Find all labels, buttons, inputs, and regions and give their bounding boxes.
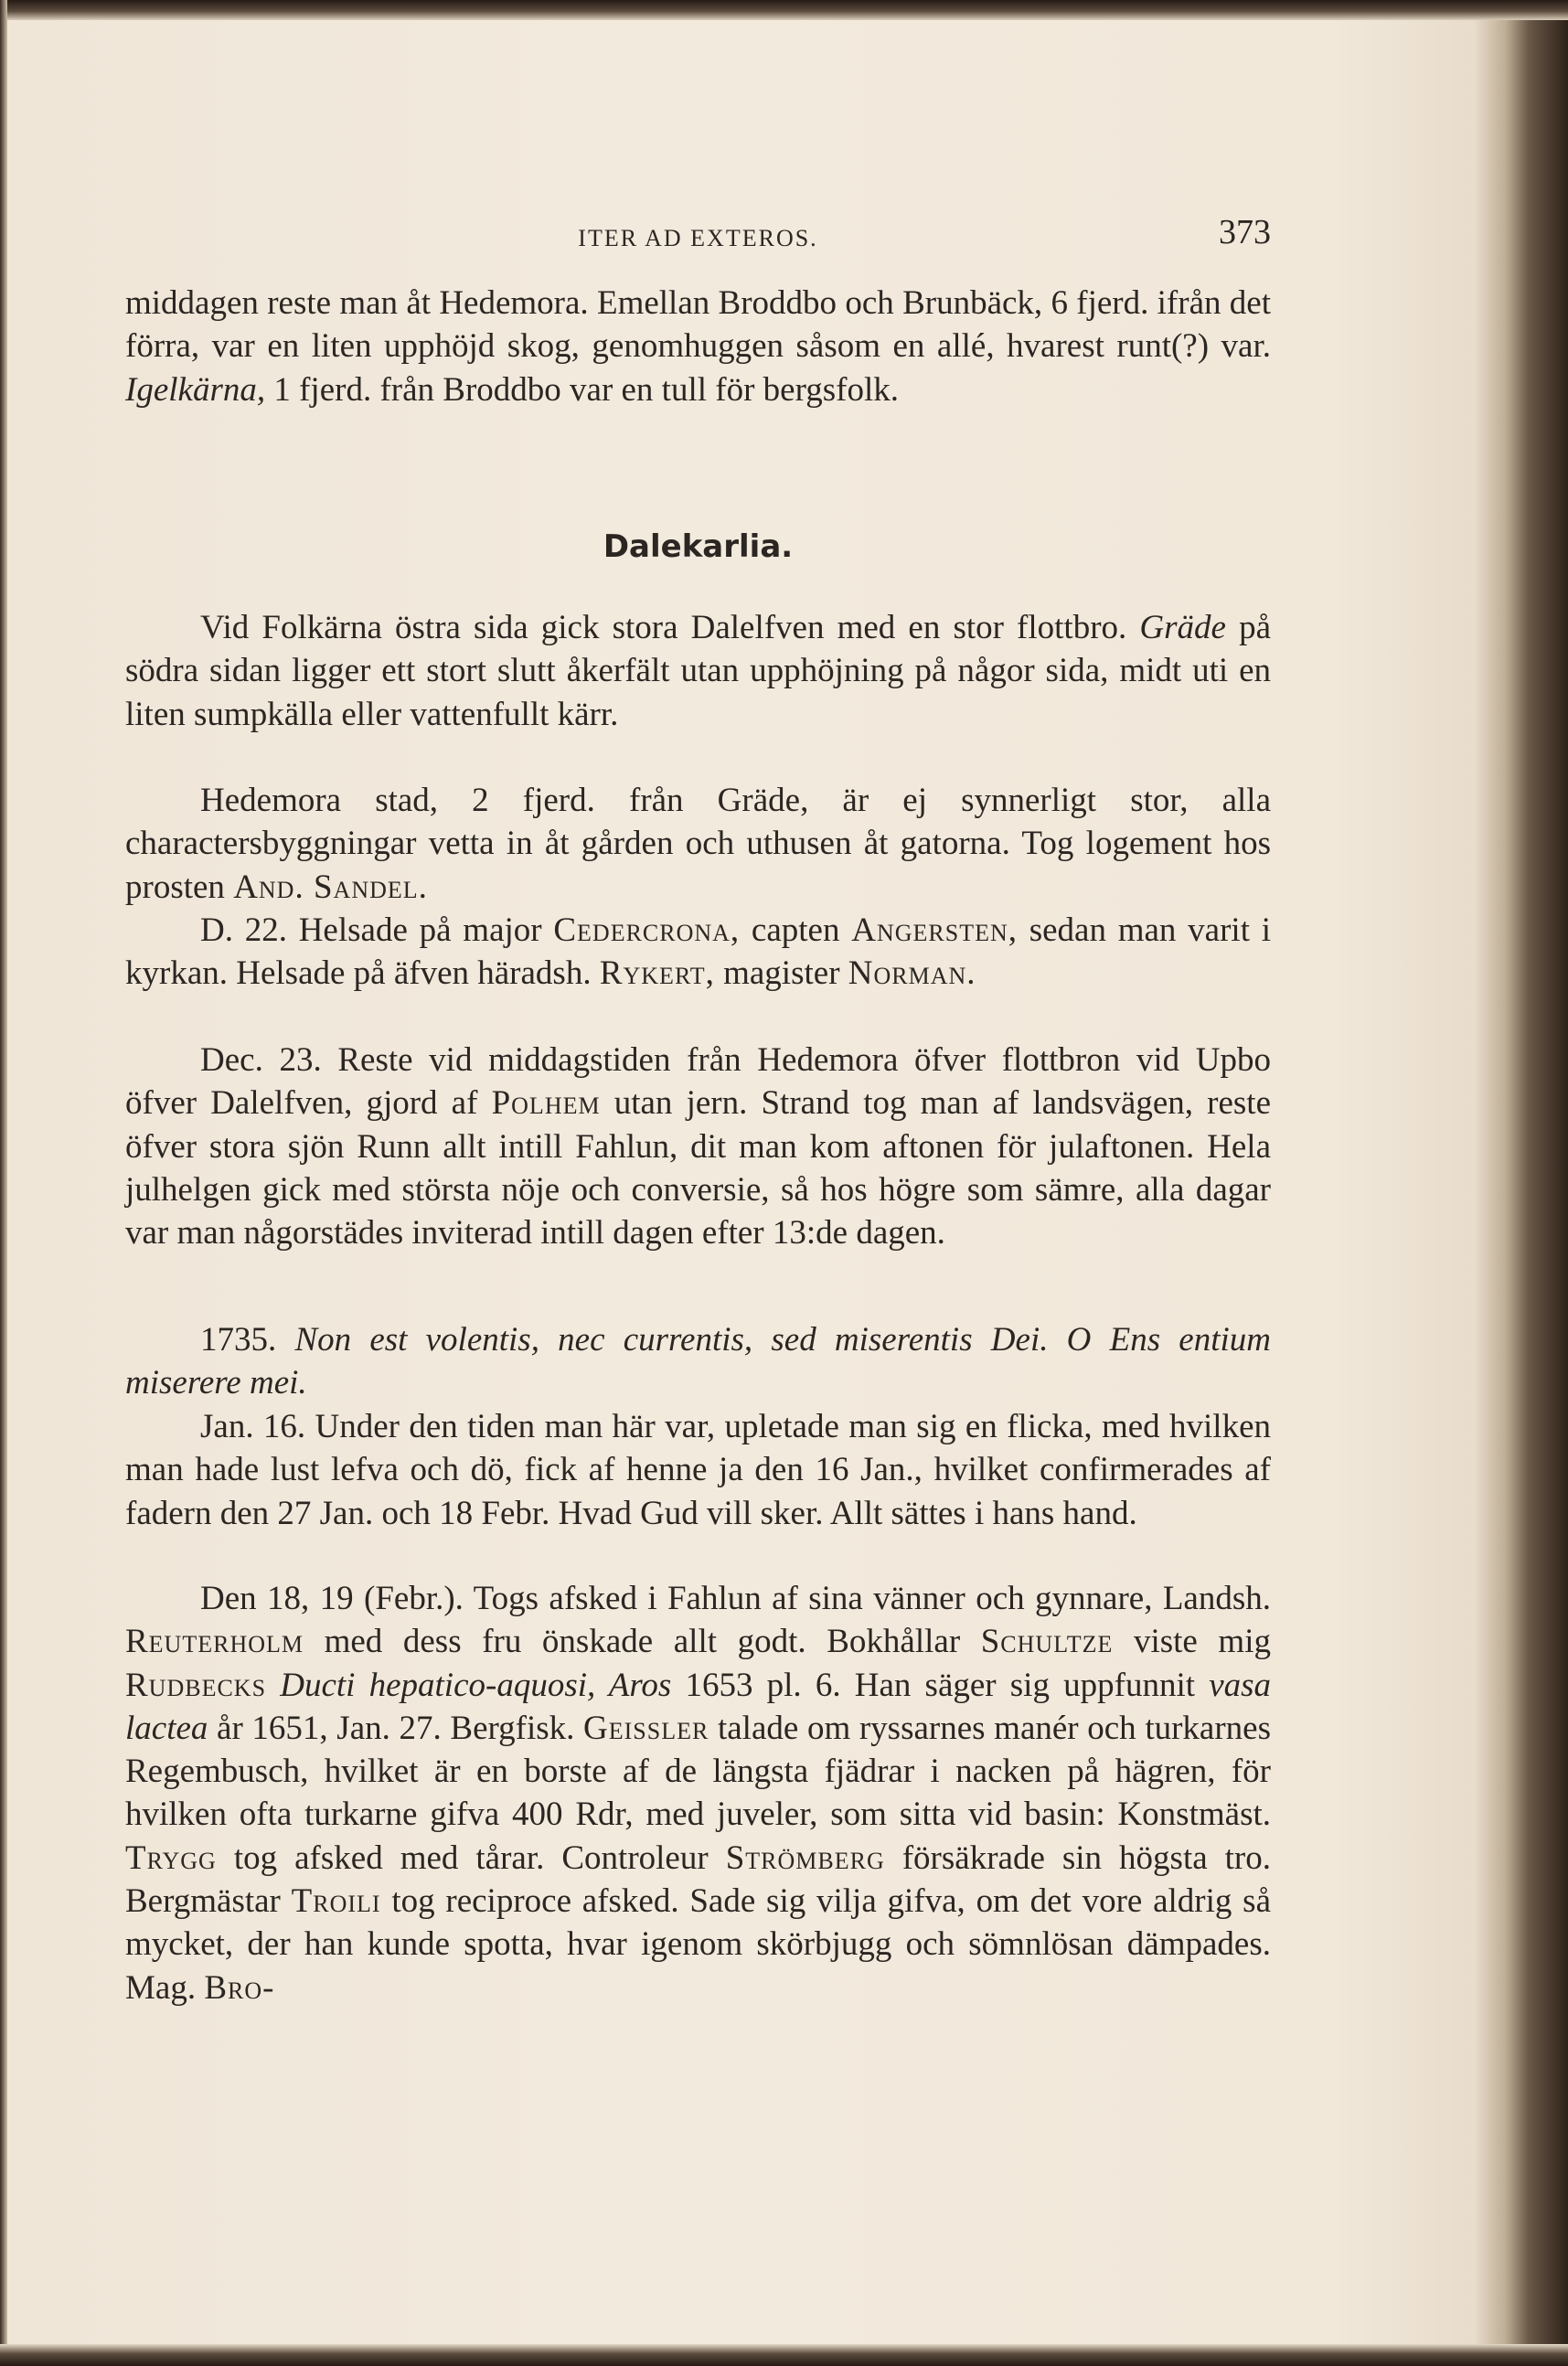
para8-text-10: tog reciproce afsked. Sade sig vilja gifva, om det vore aldrig så mycket, der han kunde spotta, hvar igenom skörbjugg och sömnlösan dämpades. Mag. bbox=[125, 1882, 1271, 2007]
para4-text-3: sedan man varit i kyrkan. Helsade på äfven häradsh. bbox=[125, 911, 1272, 993]
para1-text-end: 1 fjerd. från Broddbo var en tull för bergsfolk. bbox=[265, 370, 899, 409]
para6-latin: Non est volentis, nec currentis, sed miserentis Dei. O Ens entium miserere mei. bbox=[125, 1321, 1271, 1402]
page-number: 373 bbox=[1219, 213, 1271, 251]
para8-name-1: Reuterholm bbox=[125, 1623, 304, 1661]
para8-text-8: tog afsked med tårar. Controleur bbox=[216, 1838, 726, 1877]
para8-text-1: Den 18, 19 (Febr.). Togs afsked i Fahlun af sina vänner och gynnare, Landsh. bbox=[200, 1580, 1271, 1617]
page-left-edge bbox=[0, 0, 7, 2366]
paragraph-8 bbox=[125, 1577, 1271, 2009]
paragraph-1 bbox=[125, 282, 1271, 411]
para2-italic-place: Gräde bbox=[1139, 609, 1226, 646]
section-heading: Dalekarlia. bbox=[603, 528, 794, 565]
para8-text-9: försäkrade sin högsta tro. Bergmästar bbox=[125, 1838, 1272, 1921]
page-top-edge bbox=[0, 0, 1568, 20]
para8-name-2: Schultze bbox=[980, 1623, 1114, 1661]
page-bottom-edge bbox=[0, 2344, 1568, 2366]
para8-text-7: talade om ryssarnes manér och turkarnes Regembusch, hvilket är en borste af de längsta fjädrar i nacken på hägren, för hvilken ofta turkarne gifva 400 Rdr, med juveler, som sitta vid basin: Konstmäst. bbox=[125, 1709, 1271, 1834]
para8-name-5: Trygg bbox=[125, 1838, 217, 1877]
para8-italic-1: Ducti hepatico-aquosi, Aros bbox=[280, 1666, 672, 1704]
para3-name: And. Sandel. bbox=[233, 868, 428, 906]
para8-text-3: viste mig bbox=[1113, 1623, 1271, 1661]
para5-text-1: Dec. 23. Reste vid middagstiden från Hedemora öfver flottbron vid Upbo öfver Dalelfven, gjord af bbox=[125, 1041, 1271, 1123]
paragraph-7 bbox=[125, 1405, 1271, 1535]
running-head bbox=[125, 213, 1271, 267]
paragraph-3 bbox=[125, 779, 1271, 909]
para4-name-1: Cedercrona, bbox=[553, 911, 741, 949]
paragraph-2 bbox=[125, 606, 1271, 736]
para8-text-6: år 1651, Jan. 27. Bergfisk. bbox=[208, 1709, 584, 1747]
para5-text-2: utan jern. Strand tog man af landsvägen, reste öfver stora sjön Runn allt intill Fahlun, dit man kom aftonen för julaftonen. Hela julhelgen gick med största nöje och conversie, så hos högre som sämre, alla dagar var man någorstädes inviterad intill dagen efter 13:de dagen. bbox=[125, 1084, 1272, 1252]
para1-italic-place: Igelkärna, bbox=[125, 370, 266, 409]
para4-name-2: Angersten, bbox=[851, 911, 1018, 949]
para8-name-8: Bro- bbox=[204, 1968, 275, 2007]
para7-text: Jan. 16. Under den tiden man här var, upletade man sig en flicka, med hvilken man hade lust lefva och dö, fick af henne ja den 16 Jan., hvilket confirmerades af fadern den 27 Jan. och 18 Febr. Hvad Gud vill sker. Allt sättes i hans hand. bbox=[125, 1408, 1271, 1532]
para4-text-1: D. 22. Helsade på major bbox=[200, 911, 554, 949]
para5-name-1: Polhem bbox=[491, 1084, 601, 1123]
para8-name-3: Rudbecks bbox=[125, 1666, 267, 1704]
para4-text-2: capten bbox=[740, 911, 852, 949]
para4-name-3: Rykert, bbox=[599, 954, 715, 993]
para4-name-4: Norman. bbox=[848, 954, 976, 993]
para8-text-5: 1653 pl. 6. Han säger sig uppfunnit bbox=[671, 1666, 1210, 1704]
para8-name-4: Geissler bbox=[583, 1709, 709, 1747]
para1-text: middagen reste man åt Hedemora. Emellan Broddbo och Brunbäck, 6 fjerd. ifrån det förra, var en liten upphöjd skog, genomhuggen såsom en allé, hvarest runt(?) var. bbox=[125, 284, 1271, 366]
para8-italic-2: vasa lactea bbox=[125, 1666, 1272, 1747]
paragraph-5 bbox=[125, 1039, 1271, 1254]
running-title: ITER AD EXTEROS. bbox=[578, 225, 818, 251]
para8-text-2: med dess fru önskade allt godt. Bokhållar bbox=[304, 1623, 981, 1661]
para6-year: 1735. bbox=[200, 1321, 295, 1359]
para8-name-6: Strömberg bbox=[725, 1838, 885, 1877]
para3-text: Hedemora stad, 2 fjerd. från Gräde, är ej synnerligt stor, alla charactersbyggningar vetta in åt gården och uthusen åt gatorna. Tog logement hos prosten bbox=[125, 782, 1271, 906]
paragraph-4 bbox=[125, 909, 1271, 996]
para8-text-4 bbox=[266, 1667, 280, 1704]
para4-text-4: magister bbox=[714, 954, 848, 993]
para8-name-7: Troili bbox=[291, 1882, 381, 1921]
para2-text: Vid Folkärna östra sida gick stora Dalelfven med en stor flottbro. bbox=[200, 609, 1140, 646]
paragraph-6 bbox=[125, 1318, 1271, 1405]
para2-text-end: på södra sidan ligger ett stort slutt åkerfält utan upphöjning på någor sida, midt uti en liten sumpkälla eller vattenfullt kärr. bbox=[125, 609, 1271, 733]
